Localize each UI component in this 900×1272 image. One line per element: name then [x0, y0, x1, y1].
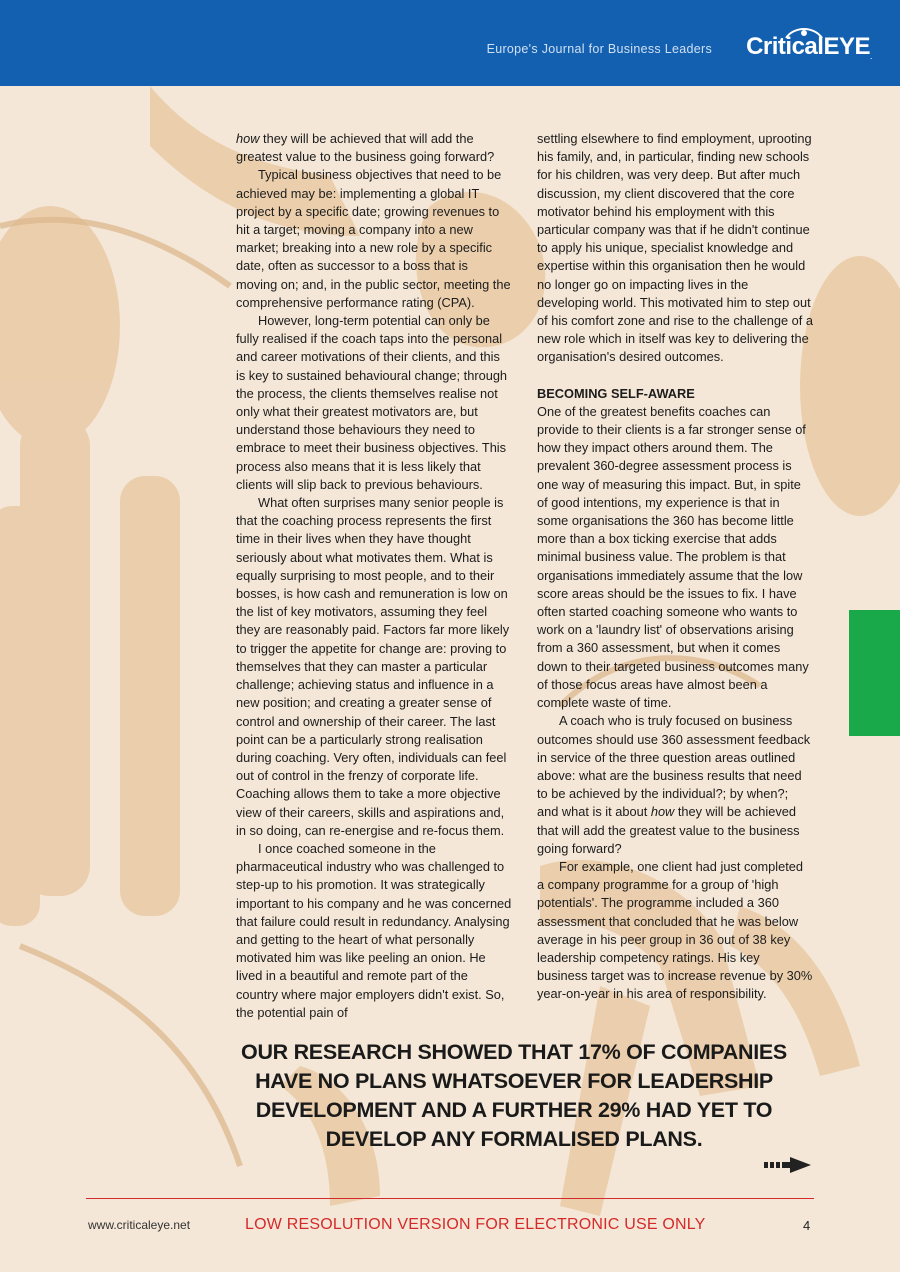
pull-quote: OUR RESEARCH SHOWED THAT 17% OF COMPANIES HAVE NO PLANS WHATSOEVER FOR LEADERSHIP DEVELOPMENT AND A FURTHER 29% HAD YET TO DEVELOP ANY FORMALISED PLANS. — [241, 1040, 787, 1151]
paragraph: Typical business objectives that need to be achieved may be: implementing a global IT project by a specific date; growing revenues to hit a target; moving a company into a new market; breaking into a new role by a specific date, often as successor to a boss that is moving on; and, in the public sector, meeting the comprehensive performance rating (CPA). — [236, 167, 511, 310]
paragraph: What often surprises many senior people is that the coaching process represents the first time in their lives when they have thought seriously about what motivates them. What is equally surprising to most people, and to their bosses, is how cash and remuneration is low on the list of key motivators, assuming they feel they are reasonably paid. Factors far more likely to trigger the appetite for change are: proving to themselves that they can master a particular challenge; achieving status and influence in a new position; and creating a greater sense of control and ownership of their career. The last point can be a particularly strong realisation during coaching. Very often, individuals can feel out of control in the frenzy of corporate life. Coaching allows them to take a more objective view of their careers, skills and aspirations and, in so doing, can re-energise and re-focus them. — [236, 495, 510, 838]
section-tab — [849, 610, 900, 736]
paragraph: One of the greatest benefits coaches can provide to their clients is a far stronger sense of how they impact others around them. The prevalent 360-degree assessment process is one way of measuring this impact. But, in spite of good intentions, my experience is that in some organisations the 360 has become little more than a box ticking exercise that adds minimal business value. The problem is that organisations immediately assume that the low score areas should be the issues to fix. I have often started coaching someone who wants to work on a 'laundry list' of observations arising from a 360 assessment, but when it comes down to their targeted business outcomes many of those focus areas have almost been a complete waste of time. — [537, 403, 809, 711]
journal-tagline: Europe's Journal for Business Leaders — [486, 42, 712, 56]
continue-arrow-icon[interactable] — [764, 1156, 812, 1174]
masthead — [0, 0, 900, 86]
paragraph: For example, one client had just completed a company programme for a group of 'high potentials'. The programme included a 360 assessment that concluded that he was below average in his peer group in 36 out of 38 key leadership competency ratings. His key business target was to increase revenue by 30% year-on-year in his area of responsibility. — [537, 858, 813, 1002]
paragraph: settling elsewhere to find employment, uprooting his family, and, in particular, finding new schools for his children, was very deep. But after much discussion, my client discovered that the core motivator behind his employment with this particular company was that if he didn't continue to apply his unique, specialist knowledge and expertise within this organisation then he would no longer go on impacting lives in the developing world. This motivated him to step out of his comfort zone and rise to the challenge of a new role which in itself was key to delivering the organisation's desired outcomes. — [537, 131, 814, 365]
article-column-2 — [537, 130, 813, 1004]
paragraph-text: they will be achieved that will add the greatest value to the business going forward? — [236, 131, 495, 165]
criticaleye-logo[interactable] — [746, 33, 872, 61]
paragraph — [537, 712, 813, 858]
paragraph-text: A coach who is truly focused on business outcomes should use 360 assessment feedback in service of the three question areas outlined above: what are the business results that need to be achieved by the individual?; by when?; and what is it about — [537, 713, 811, 820]
paragraph: I once coached someone in the pharmaceutical industry who was challenged to step-up to his promotion. It was strategically important to his company and he was concerned that failure could result in redundancy. Analysing and getting to the heart of what personally motivated him was like peeling an onion. He lived in a beautiful and remote part of the country where major employers didn't exist. So, the potential pain of — [236, 840, 512, 1020]
paragraph-text: they will be achieved that will add the greatest value to the business going forward? — [537, 804, 800, 856]
paragraph — [236, 130, 512, 166]
emphasis: how — [236, 131, 260, 146]
website-link[interactable]: www.criticaleye.net — [88, 1218, 191, 1232]
emphasis: how — [650, 804, 675, 820]
logo-mark: . — [869, 51, 872, 61]
paragraph: However, long-term potential can only be fully realised if the coach taps into the personal and career motivations of their clients, and this is key to sustained behavioural change; through the process, the clients themselves realise not only what their greatest motivators are, but understand those behaviours they need to embrace to meet their business objectives. This process also means that it is less likely that clients will slip back to previous behaviours. — [236, 313, 508, 492]
logo-suffix: EYE — [823, 33, 870, 60]
article-column-1 — [236, 130, 512, 1022]
resolution-notice: LOW RESOLUTION VERSION FOR ELECTRONIC USE ONLY — [245, 1216, 706, 1233]
page-number: 4 — [803, 1218, 811, 1233]
section-heading: BECOMING SELF-AWARE — [537, 385, 695, 401]
logo-prefix: Critical — [746, 33, 824, 60]
footer-divider — [86, 1198, 814, 1199]
